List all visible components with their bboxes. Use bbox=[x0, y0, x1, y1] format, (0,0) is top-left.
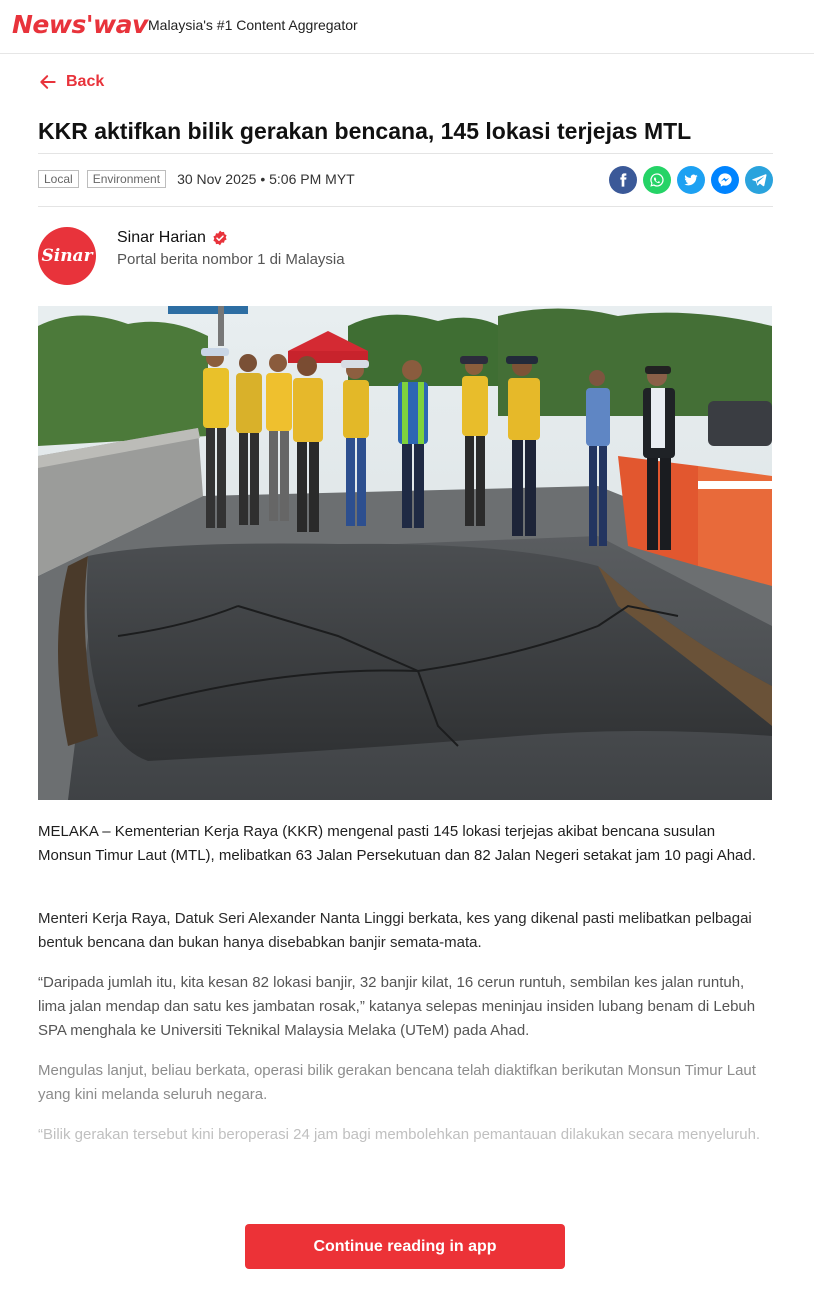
share-twitter-button[interactable] bbox=[677, 166, 705, 194]
article-title: KKR aktifkan bilik gerakan bencana, 145 lokasi terjejas MTL bbox=[38, 118, 692, 144]
publisher-logo-text: Sinar bbox=[41, 246, 93, 266]
article-paragraph: Menteri Kerja Raya, Datuk Seri Alexander Nanta Linggi berkata, kes yang dikenal pasti melibatkan pelbagai bentuk bencana dan bukan hanya disebabkan banjir semata-mata. bbox=[38, 910, 752, 951]
publisher-description: Portal berita nombor 1 di Malaysia bbox=[117, 251, 345, 268]
publisher-name: Sinar Harian bbox=[117, 229, 206, 246]
publish-date: 30 Nov 2025 • 5:06 PM MYT bbox=[177, 171, 355, 187]
article-paragraph: Mengulas lanjut, beliau berkata, operasi bilik gerakan bencana telah diaktifkan berikutan Monsun Timur Laut yang kini melanda seluruh negara. bbox=[38, 1062, 756, 1103]
whatsapp-icon bbox=[649, 172, 665, 188]
back-button[interactable] bbox=[38, 72, 104, 92]
newswav-logo[interactable]: News'wav bbox=[12, 10, 148, 39]
share-telegram-button[interactable] bbox=[745, 166, 773, 194]
telegram-icon bbox=[751, 172, 767, 188]
facebook-icon bbox=[615, 172, 631, 188]
twitter-icon bbox=[683, 172, 699, 188]
top-bar bbox=[0, 0, 814, 54]
share-buttons bbox=[609, 166, 773, 194]
messenger-icon bbox=[717, 172, 733, 188]
verified-badge-icon bbox=[212, 230, 228, 246]
article-paragraph: “Daripada jumlah itu, kita kesan 82 lokasi banjir, 32 banjir kilat, 16 cerun runtuh, sembilan kes jalan runtuh, lima jalan mendap dan satu kes jambatan rosak,” katanya selepas meninjau insiden lubang benam di Lebuh SPA menghala ke Universiti Teknikal Malaysia Melaka (UTeM) pada Ahad. bbox=[38, 974, 756, 1039]
continue-reading-button[interactable]: Continue reading in app bbox=[245, 1224, 565, 1269]
header-tagline: Malaysia's #1 Content Aggregator bbox=[148, 17, 358, 33]
tag-local[interactable]: Local bbox=[38, 170, 79, 188]
article-paragraph: MELAKA – Kementerian Kerja Raya (KKR) mengenal pasti 145 lokasi terjejas akibat bencana susulan Monsun Timur Laut (MTL), melibatkan 63 Jalan Persekutuan dan 82 Jalan Negeri setakat jam 10 pagi Ahad. bbox=[38, 823, 756, 864]
share-whatsapp-button[interactable] bbox=[643, 166, 671, 194]
back-label: Back bbox=[66, 73, 105, 90]
share-messenger-button[interactable] bbox=[711, 166, 739, 194]
share-facebook-button[interactable] bbox=[609, 166, 637, 194]
publisher-logo[interactable] bbox=[38, 227, 96, 285]
article-paragraph: “Bilik gerakan tersebut kini beroperasi 24 jam bagi membolehkan pemantauan dilakukan secara menyeluruh. bbox=[38, 1126, 761, 1143]
article-image bbox=[38, 306, 772, 800]
article-meta bbox=[38, 170, 355, 188]
divider bbox=[38, 153, 773, 154]
arrow-left-icon bbox=[38, 72, 58, 92]
divider bbox=[38, 206, 773, 207]
tag-environment[interactable]: Environment bbox=[87, 170, 166, 188]
publisher-name-row[interactable] bbox=[117, 229, 228, 247]
